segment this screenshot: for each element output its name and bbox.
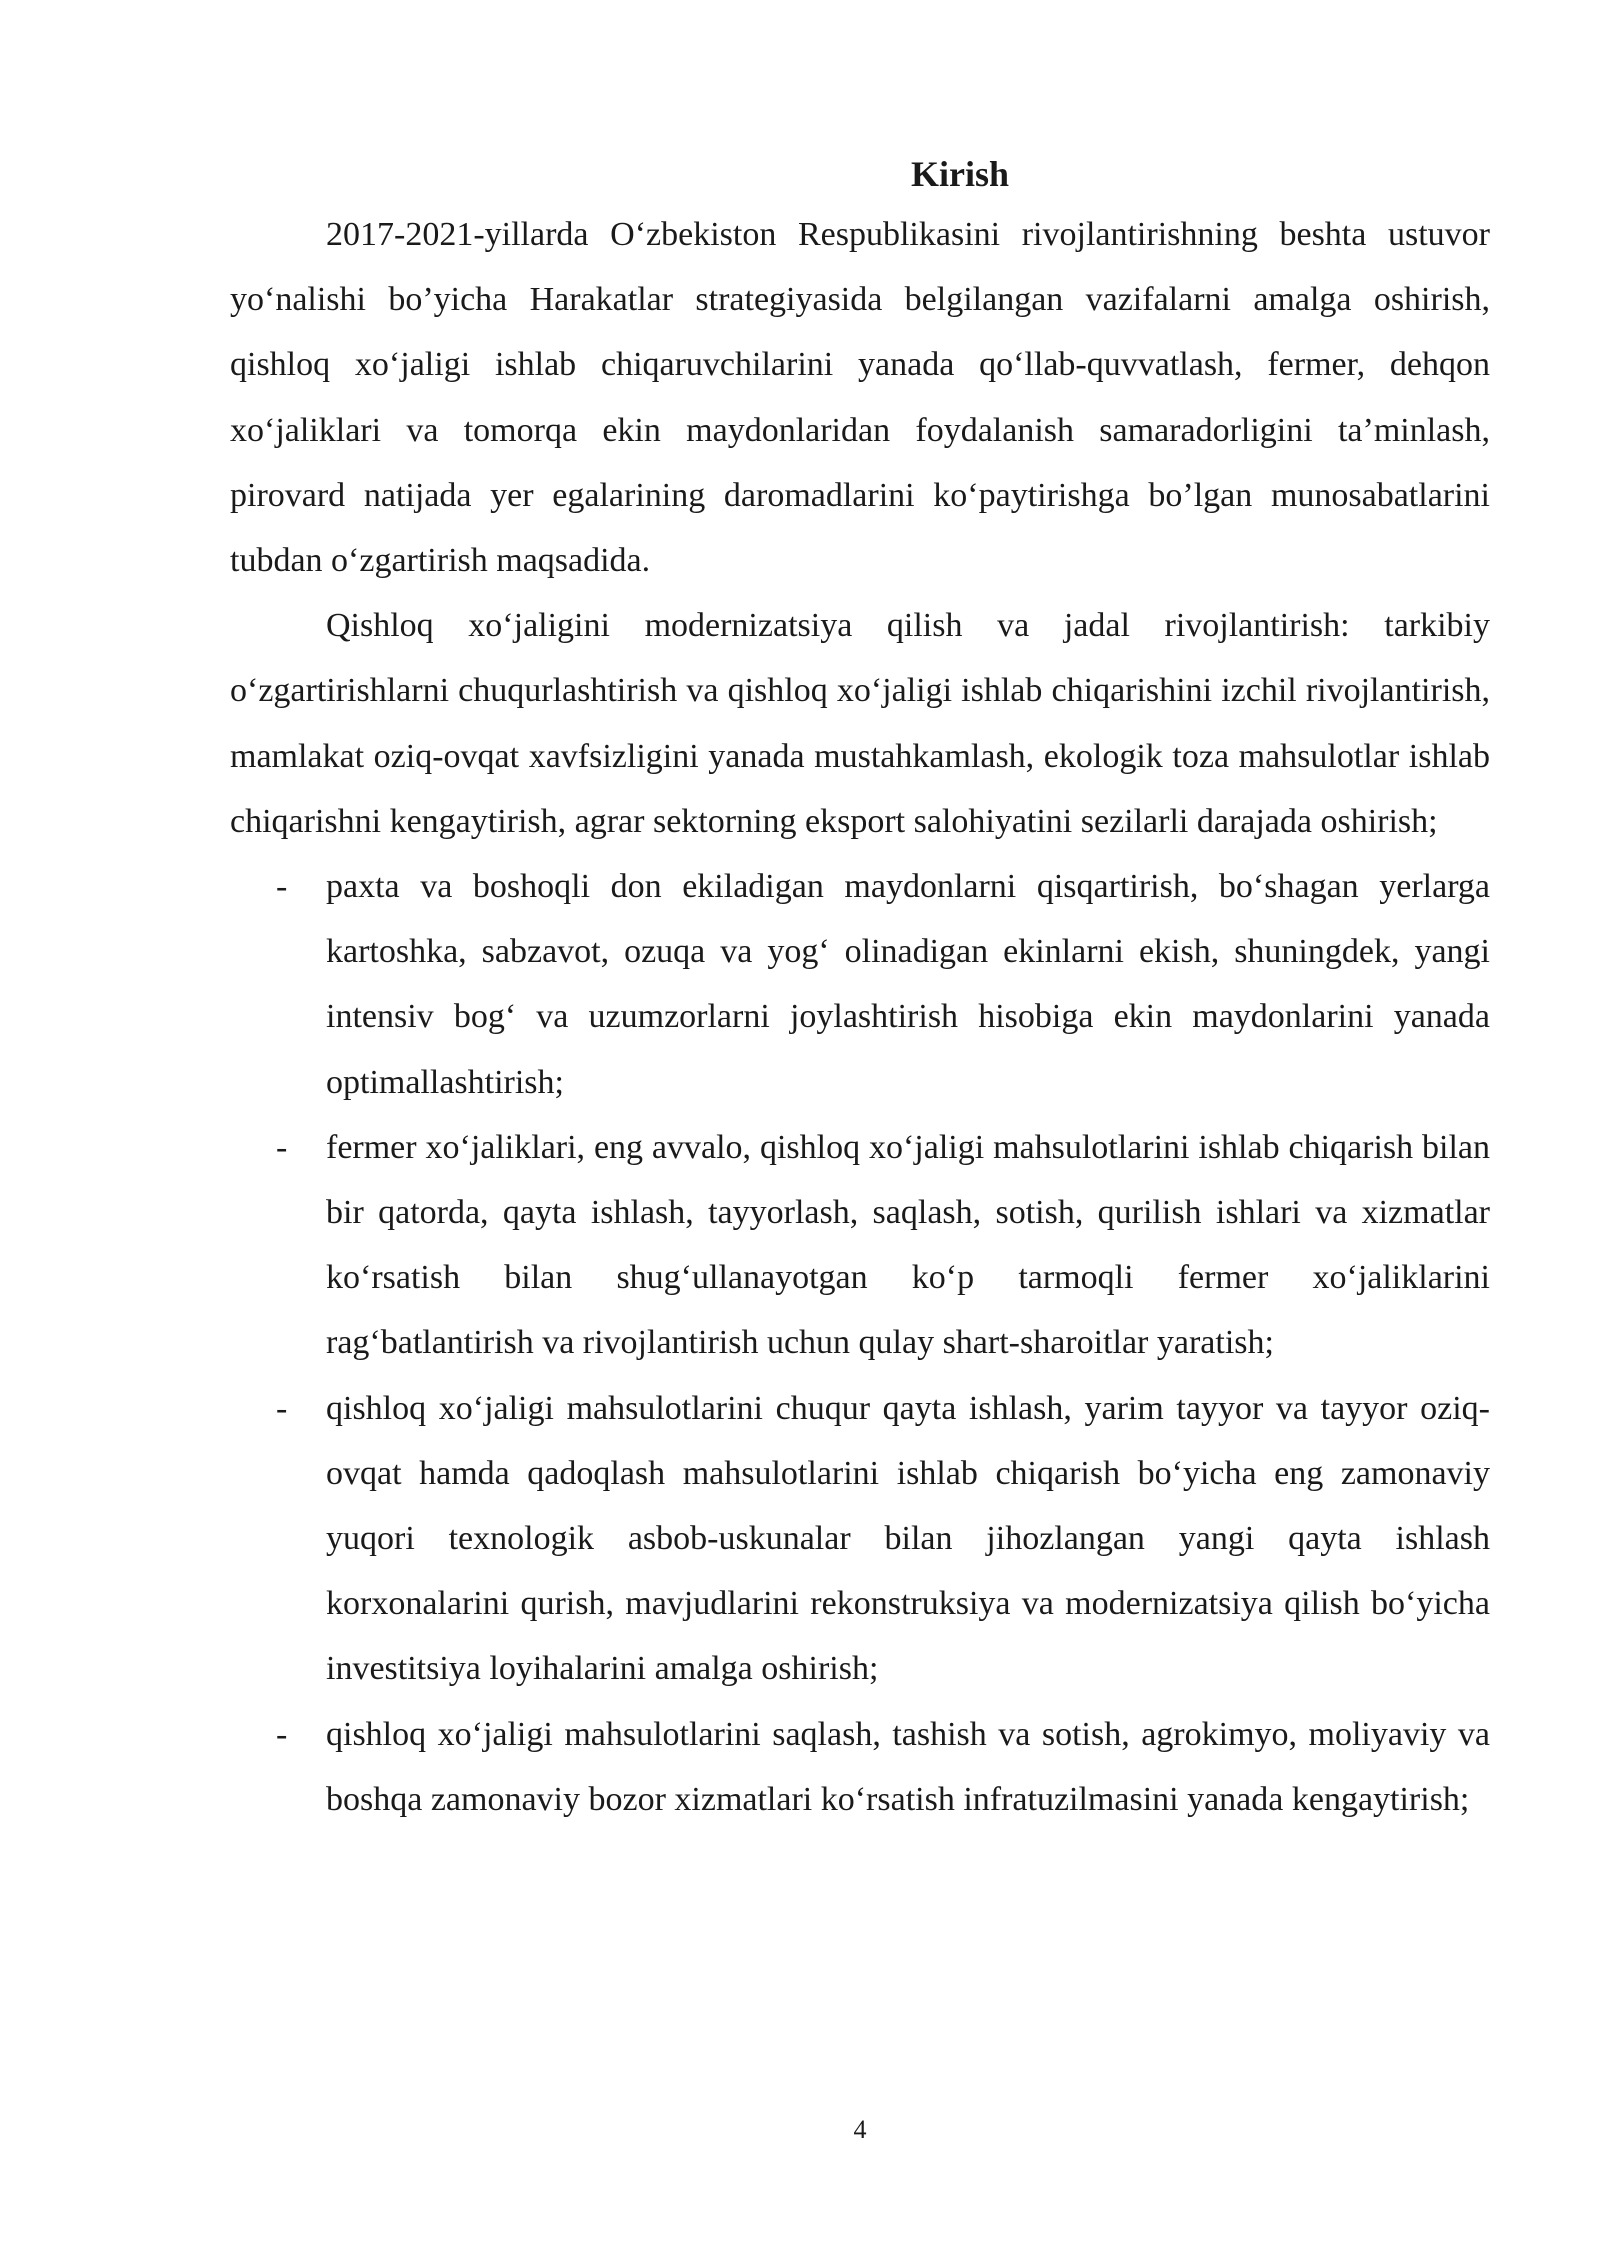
page-title: Kirish <box>910 154 1009 194</box>
list-item-text: fermer xo‘jaliklari, eng avvalo, qishloq xo‘jaligi mahsulotlarini ishlab chiqarish bilan bir qatorda, qayta ishlash, tayyorlash, saqlash, sotish, qurilish ishlari va xizmatlar ko‘rsatish bilan shug‘ullanayotgan ko‘p tarmoqli fermer xo‘jaliklarini rag‘batlantirish va rivojlantirish uchun qulay shart-sharoitlar yaratish; <box>326 1128 1490 1362</box>
list-dash: - <box>276 1128 288 1166</box>
list-dash: - <box>276 1389 288 1427</box>
list-item <box>230 854 1490 1115</box>
list-dash: - <box>276 868 288 906</box>
list-item <box>230 1702 1490 1832</box>
list-item <box>230 1115 1490 1376</box>
paragraph-modernization: Qishloq xo‘jaligini modernizatsiya qilish va jadal rivojlantirish: tarkibiy o‘zgartirishlarni chuqurlashtirish va qishloq xo‘jaligi ishlab chiqarishini izchil rivojlantirish, mamlakat oziq-ovqat xavfsizligini yanada mustahkamlash, ekologik toza mahsulotlar ishlab chiqarishni kengaytirish, agrar sektorning eksport salohiyatini sezilarli darajada oshirish; <box>230 607 1490 840</box>
list-dash: - <box>276 1715 288 1753</box>
list-item-text: qishloq xo‘jaligi mahsulotlarini chuqur qayta ishlash, yarim tayyor va tayyor oziq-ovqat hamda qadoqlash mahsulotlarini ishlab chiqarish bo‘yicha eng zamonaviy yuqori texnologik asbob-uskunalar bilan jihozlangan yangi qayta ishlash korxonalarini qurish, mavjudlarini rekonstruksiya va modernizatsiya qilish bo‘yicha investitsiya loyihalarini amalga oshirish; <box>326 1389 1490 1688</box>
page-number: 4 <box>853 2115 867 2144</box>
list-item-text: qishloq xo‘jaligi mahsulotlarini saqlash, tashish va sotish, agrokimyo, moliyaviy va boshqa zamonaviy bozor xizmatlari ko‘rsatish infratuzilmasini yanada kengaytirish; <box>326 1715 1490 1818</box>
document-page <box>230 150 1490 1832</box>
list-item <box>230 1376 1490 1702</box>
paragraph-intro: 2017-2021-yillarda O‘zbekiston Respublikasini rivojlantirishning beshta ustuvor yo‘nalishi bo’yicha Harakatlar strategiyasida belgilangan vazifalarni amalga oshirish, qishloq xo‘jaligi ishlab chiqaruvchilarini yanada qo‘llab-quvvatlash, fermer, dehqon xo‘jaliklari va tomorqa ekin maydonlaridan foydalanish samaradorligini ta’minlash, pirovard natijada yer egalarining daromadlarini ko‘paytirishga bo’lgan munosabatlarini tubdan o‘zgartirish maqsadida. <box>230 216 1490 580</box>
measures-list <box>230 854 1490 1832</box>
list-item-text: paxta va boshoqli don ekiladigan maydonlarni qisqartirish, bo‘shagan yerlarga kartoshka, sabzavot, ozuqa va yog‘ olinadigan ekinlarni ekish, shuningdek, yangi intensiv bog‘ va uzumzorlarni joylashtirish hisobiga ekin maydonlarini yanada optimallashtirish; <box>326 868 1490 1101</box>
